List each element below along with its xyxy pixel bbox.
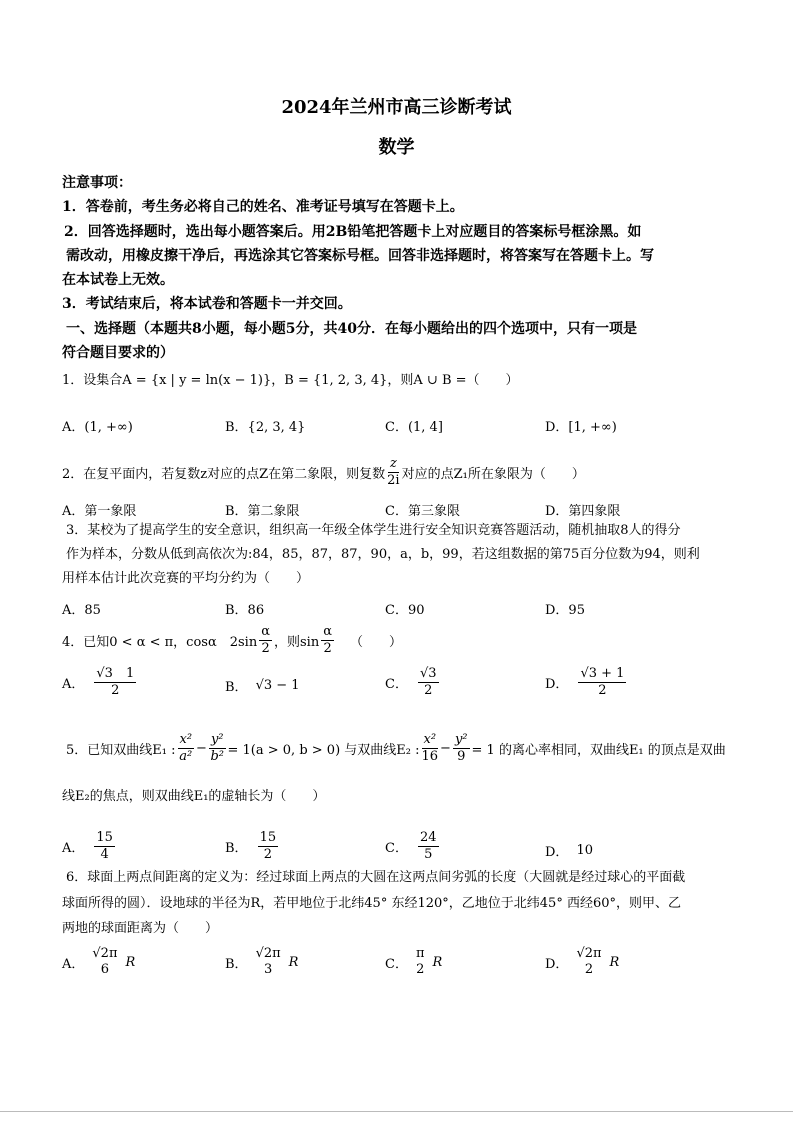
note-item: 1．答卷前，考生务必将自己的姓名、准考证号填写在答题卡上。 <box>62 199 464 215</box>
option-label: D． <box>545 956 569 972</box>
option-fraction <box>258 830 279 864</box>
option-value: 10 <box>576 843 593 858</box>
q2-fraction <box>387 456 399 490</box>
numerator: α <box>321 624 334 641</box>
denominator: 2 <box>263 847 272 863</box>
option-label: C． <box>385 956 408 972</box>
denominator: 4 <box>100 847 109 863</box>
q1-option-a: A．(1, +∞) <box>62 420 133 435</box>
q5-option-a <box>62 830 117 864</box>
numerator: √3 1 <box>94 666 136 683</box>
note-item: 在本试卷上无效。 <box>62 272 174 288</box>
q4-option-c <box>385 666 441 700</box>
denominator: 2 <box>323 641 332 657</box>
subject-title: 数学 <box>378 137 415 158</box>
option-label: A． <box>62 841 85 857</box>
option-label: B． <box>225 680 248 695</box>
q5-fraction <box>453 732 470 766</box>
q2-option-a: A．第一象限 <box>62 504 137 519</box>
q5-fraction <box>178 732 195 766</box>
denominator: 2 <box>111 683 120 699</box>
denominator: 2 <box>424 683 433 699</box>
radius-symbol: R <box>288 954 299 970</box>
q4-fraction <box>321 624 334 658</box>
q5-option-c <box>385 830 441 864</box>
denominator: 5 <box>424 847 433 863</box>
note-item: 3．考试结束后，将本试卷和答题卡一并交回。 <box>62 296 352 312</box>
question-3-line: 用样本估计此次竞赛的平均分约为（ ） <box>62 571 310 586</box>
q4-text: （ ） <box>349 635 402 651</box>
q5-option-d <box>545 841 593 860</box>
question-3-line: 3．某校为了提高学生的安全意识，组织高一年级全体学生进行安全知识竞赛答题活动，随机抽取8人的得分 <box>66 523 681 538</box>
numerator: α <box>259 624 272 641</box>
q2-text: 2．在复平面内，若复数z对应的点Z在第二象限，则复数 <box>62 467 386 483</box>
radius-symbol: R <box>125 954 136 970</box>
denominator: 2i <box>387 473 400 489</box>
section-heading: 一、选择题（本题共8小题，每小题5分，共40分．在每小题给出的四个选项中，只有一项是 <box>66 321 637 337</box>
option-label: B． <box>225 956 248 972</box>
q2-option-b: B．第二象限 <box>225 504 300 519</box>
radius-symbol: R <box>609 954 620 970</box>
denominator: 16 <box>421 749 439 765</box>
q6-option-a <box>62 946 135 979</box>
question-6-line: 球面所得的圆）．设地球的半径为R，若甲地位于北纬45° 东经120°，乙地位于北纬45° 西经60°，则甲、乙 <box>62 896 681 911</box>
denominator: 9 <box>457 749 466 765</box>
numerator: π <box>415 946 425 961</box>
numerator: y² <box>453 732 470 749</box>
denominator: 2 <box>598 683 607 699</box>
question-1-stem: 1．设集合A = {x | y = ln(x − 1)}，B = {1, 2, 3, 4}，则A ∪ B =（ ） <box>62 373 519 388</box>
note-item: 需改动，用橡皮擦干净后，再选涂其它答案标号框。回答非选择题时，将答案写在答题卡上。写 <box>66 248 654 264</box>
numerator: 15 <box>94 830 115 847</box>
option-label: D． <box>545 845 569 860</box>
q5-text: = 1 的离心率相同，双曲线E₁ 的顶点是双曲 <box>471 743 726 759</box>
exam-title: 2024年兰州市高三诊断考试 <box>281 97 512 118</box>
question-5-line: 线E₂的焦点，则双曲线E₁的虚轴长为（ ） <box>62 789 326 804</box>
option-label: B． <box>225 841 248 857</box>
q4-text: ，则sin <box>274 635 320 651</box>
option-value: √3 − 1 <box>255 678 300 693</box>
q3-option-c: C．90 <box>385 603 425 618</box>
section-heading: 符合题目要求的） <box>62 345 174 361</box>
option-fraction <box>574 946 603 979</box>
q4-option-d <box>545 666 628 700</box>
option-fraction <box>414 946 427 979</box>
option-label: C． <box>385 677 408 693</box>
q6-option-c <box>385 946 442 979</box>
option-fraction <box>418 830 439 864</box>
question-6-line: 6．球面上两点间距离的定义为：经过球面上两点的大圆在这两点间劣弧的长度（大圆就是经过球心的平面截 <box>66 870 686 885</box>
q4-option-b <box>225 676 300 695</box>
q3-option-a: A．85 <box>62 603 101 618</box>
q5-minus: − <box>440 741 451 757</box>
denominator: 3 <box>263 962 273 978</box>
option-fraction <box>578 666 626 700</box>
q3-option-d: D．95 <box>545 603 585 618</box>
q5-text: 5．已知双曲线E₁ : <box>66 743 176 759</box>
option-fraction <box>418 666 439 700</box>
option-fraction <box>90 946 119 979</box>
numerator: √2π <box>92 946 118 961</box>
q1-option-c: C．(1, 4] <box>385 420 443 435</box>
q6-option-d <box>545 946 619 979</box>
denominator: 6 <box>100 962 110 978</box>
numerator: z <box>388 456 399 473</box>
option-fraction <box>254 946 283 979</box>
q4-option-a <box>62 666 138 700</box>
radius-symbol: R <box>432 954 443 970</box>
q5-fraction <box>209 732 226 766</box>
option-label: C． <box>385 841 408 857</box>
note-item: 2．回答选择题时，选出每小题答案后。用2B铅笔把答题卡上对应题目的答案标号框涂黑。如 <box>64 224 642 240</box>
denominator: b² <box>210 749 224 765</box>
q5-fraction <box>422 732 439 766</box>
q1-option-d: D．[1, +∞) <box>545 420 617 435</box>
numerator: √2π <box>255 946 281 961</box>
numerator: √3 <box>418 666 439 683</box>
notes-heading: 注意事项： <box>62 175 132 191</box>
question-6-line: 两地的球面距离为（ ） <box>62 921 219 936</box>
numerator: y² <box>209 732 226 749</box>
q2-option-d: D．第四象限 <box>545 504 621 519</box>
q4-fraction <box>259 624 272 658</box>
q2-option-c: C．第三象限 <box>385 504 460 519</box>
numerator: x² <box>422 732 439 749</box>
option-label: A． <box>62 956 85 972</box>
denominator: a² <box>179 749 193 765</box>
q4-text: 4．已知0 < α < π，cosα 2sin <box>62 635 258 651</box>
question-3-line: 作为样本，分数从低到高依次为:84，85，87，87，90，a，b，99，若这组数据的第75百分位数为94，则利 <box>66 547 700 562</box>
q6-option-b <box>225 946 298 979</box>
page-bottom-divider <box>0 1111 793 1112</box>
question-2-stem <box>62 456 585 490</box>
option-fraction <box>94 830 115 864</box>
question-4-stem <box>62 624 402 658</box>
option-label: A． <box>62 677 85 693</box>
q1-option-b: B．{2, 3, 4} <box>225 420 306 435</box>
numerator: √3 + 1 <box>578 666 626 683</box>
numerator: 15 <box>258 830 279 847</box>
option-fraction <box>94 666 136 700</box>
question-5-stem <box>66 732 726 766</box>
denominator: 2 <box>261 641 270 657</box>
numerator: √2π <box>576 946 602 961</box>
q5-minus: − <box>196 741 207 757</box>
q5-option-b <box>225 830 280 864</box>
numerator: 24 <box>418 830 439 847</box>
denominator: 2 <box>584 962 594 978</box>
numerator: x² <box>178 732 195 749</box>
q5-text: = 1(a > 0, b > 0) 与双曲线E₂ : <box>227 743 420 759</box>
q3-option-b: B．86 <box>225 603 265 618</box>
denominator: 2 <box>416 962 425 978</box>
q2-text: 对应的点Z₁所在象限为（ ） <box>401 467 585 483</box>
option-label: D． <box>545 677 569 693</box>
